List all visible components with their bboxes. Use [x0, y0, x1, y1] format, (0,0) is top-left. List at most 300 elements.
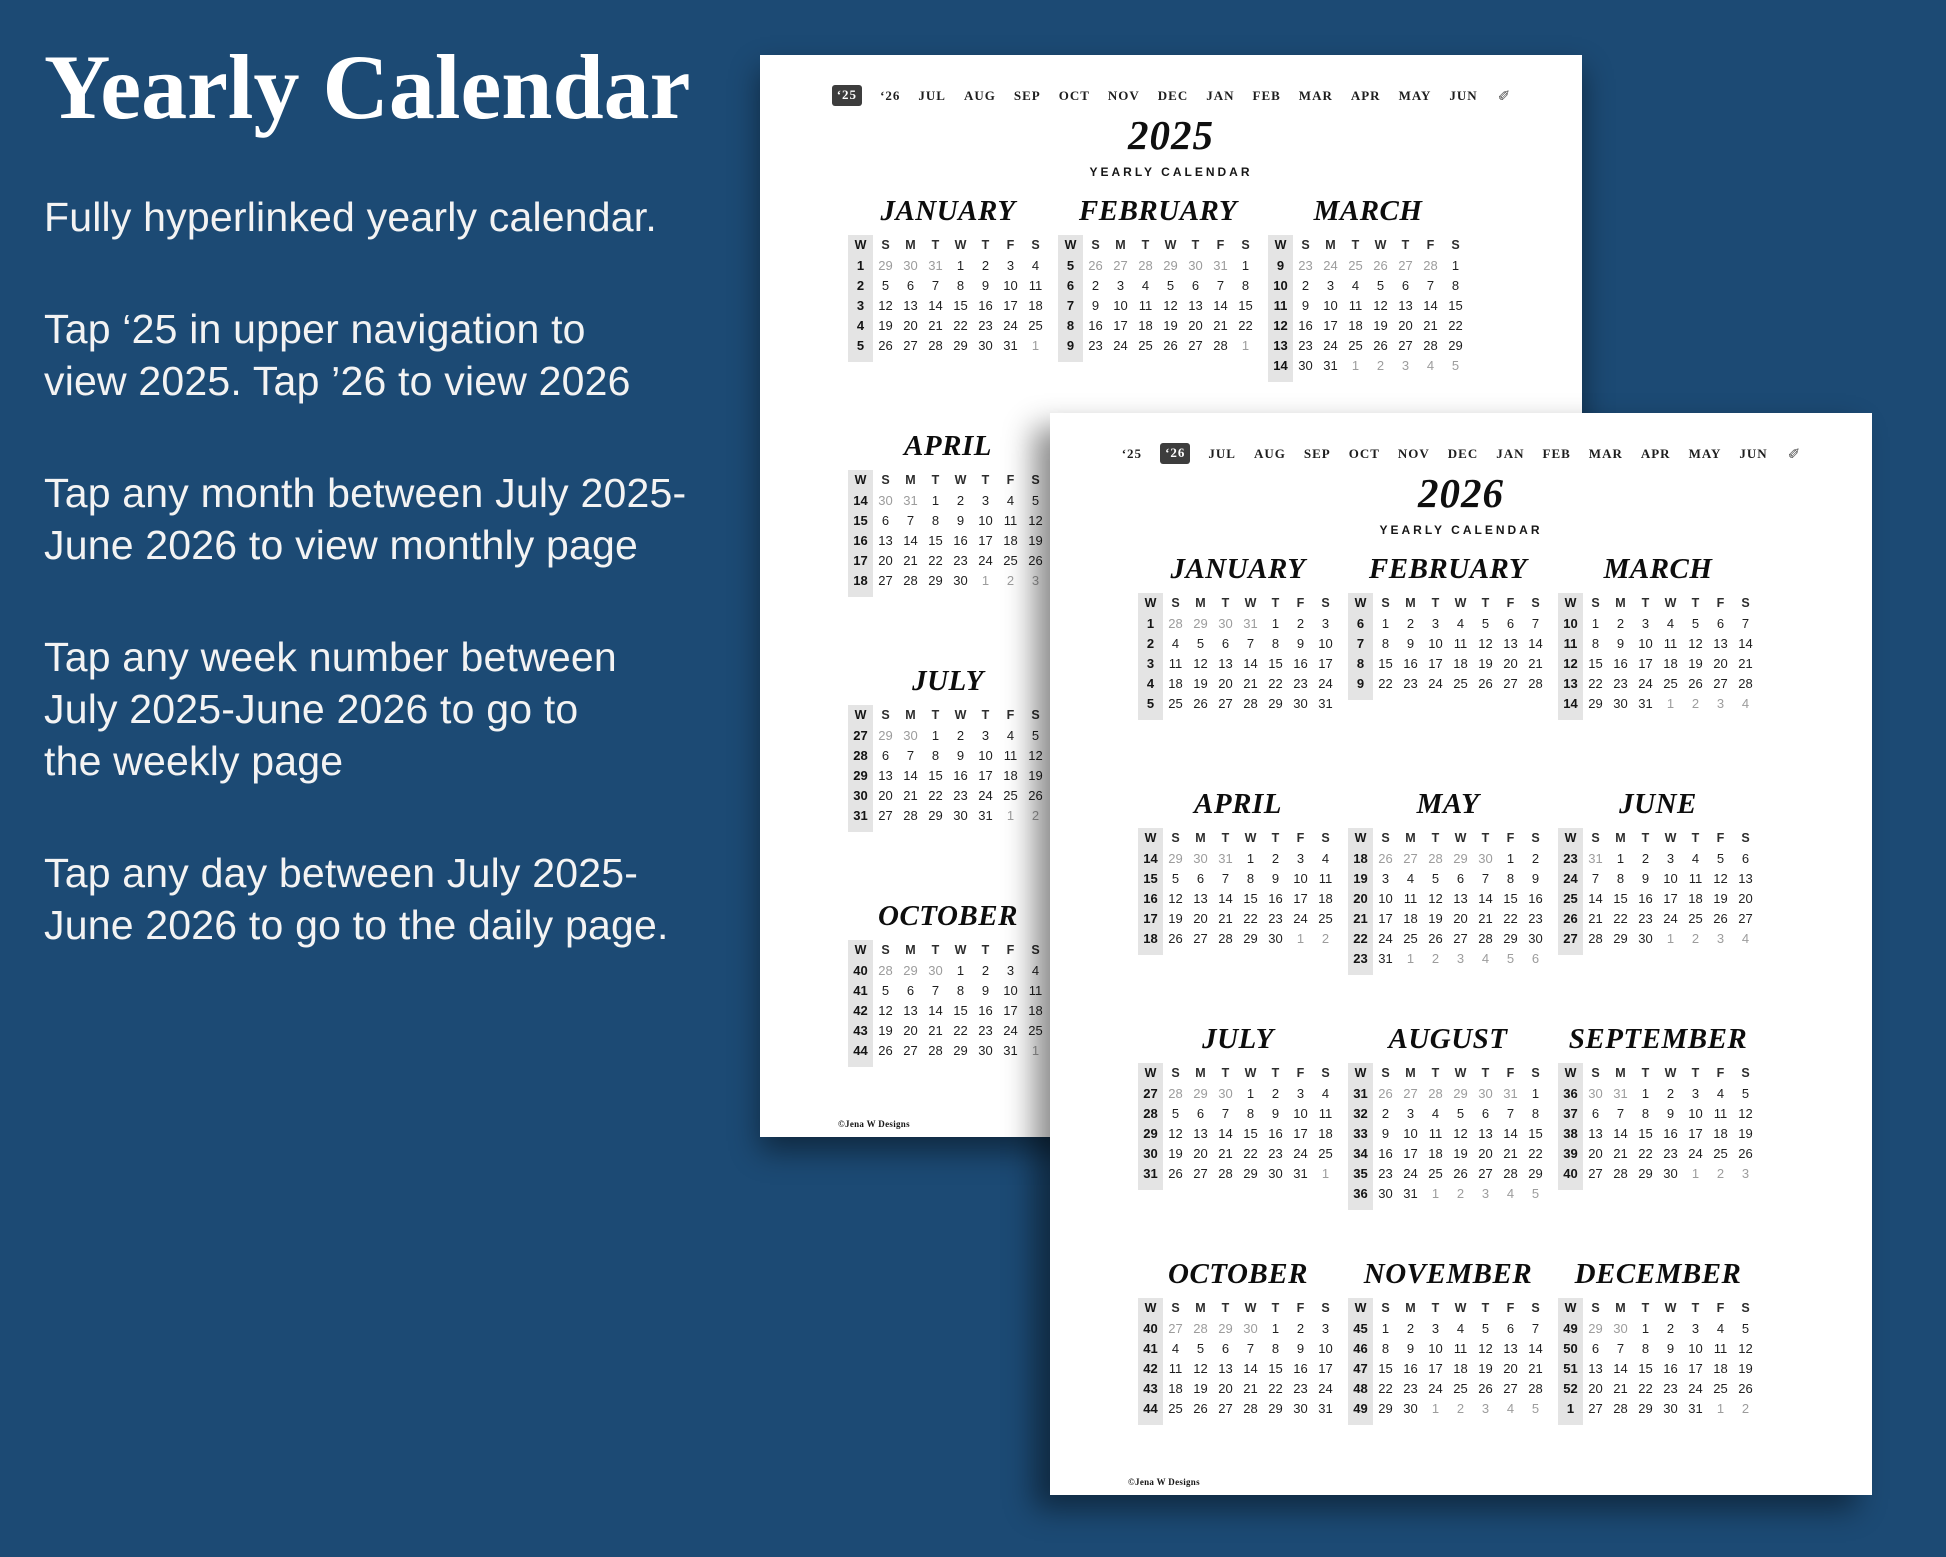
- day-cell[interactable]: 2: [956, 492, 965, 508]
- day-cell[interactable]: 6: [1196, 870, 1205, 886]
- day-cell[interactable]: 7: [906, 512, 915, 528]
- day-cell[interactable]: 29: [1193, 1085, 1208, 1101]
- month-title-link[interactable]: MARCH: [1603, 553, 1713, 585]
- week-number-link[interactable]: 15: [853, 512, 868, 528]
- day-cell[interactable]: 27: [1188, 337, 1203, 353]
- day-cell[interactable]: 2: [956, 727, 965, 743]
- day-cell[interactable]: 17: [978, 532, 993, 548]
- month-title-link[interactable]: SEPTEMBER: [1568, 1023, 1748, 1055]
- nav-month-mar[interactable]: MAR: [1588, 445, 1623, 461]
- day-cell[interactable]: 18: [1318, 1125, 1333, 1141]
- month-title-link[interactable]: JANUARY: [880, 195, 1016, 227]
- day-cell[interactable]: 5: [1376, 277, 1385, 293]
- day-cell[interactable]: 28: [1428, 850, 1443, 866]
- day-cell[interactable]: 17: [1003, 1002, 1018, 1018]
- day-cell[interactable]: 20: [1218, 675, 1233, 691]
- week-number-link[interactable]: 20: [1353, 890, 1368, 906]
- day-cell[interactable]: 24: [1293, 910, 1308, 926]
- day-cell[interactable]: 17: [1378, 910, 1393, 926]
- day-cell[interactable]: 26: [1688, 675, 1703, 691]
- day-cell[interactable]: 6: [1456, 870, 1465, 886]
- day-cell[interactable]: 16: [1298, 317, 1313, 333]
- day-cell[interactable]: 28: [1168, 615, 1183, 631]
- day-cell[interactable]: 29: [1268, 695, 1283, 711]
- day-cell[interactable]: 8: [931, 512, 940, 528]
- day-cell[interactable]: 11: [1348, 297, 1363, 313]
- pencil-icon[interactable]: ✐: [1497, 86, 1511, 105]
- day-cell[interactable]: 1: [981, 572, 990, 588]
- week-number-link[interactable]: 45: [1353, 1320, 1368, 1336]
- day-cell[interactable]: 23: [953, 787, 968, 803]
- day-cell[interactable]: 8: [1641, 1105, 1650, 1121]
- week-number-link[interactable]: 18: [1353, 850, 1368, 866]
- day-cell[interactable]: 4: [1506, 1400, 1515, 1416]
- week-number-link[interactable]: 2: [856, 277, 865, 293]
- day-cell[interactable]: 3: [1116, 277, 1125, 293]
- day-cell[interactable]: 2: [1456, 1185, 1465, 1201]
- day-cell[interactable]: 10: [1323, 297, 1338, 313]
- day-cell[interactable]: 13: [878, 532, 893, 548]
- day-cell[interactable]: 15: [1588, 655, 1603, 671]
- day-cell[interactable]: 6: [1506, 615, 1515, 631]
- day-cell[interactable]: 24: [978, 787, 993, 803]
- day-cell[interactable]: 1: [956, 962, 965, 978]
- day-cell[interactable]: 17: [1293, 890, 1308, 906]
- day-cell[interactable]: 4: [1716, 1320, 1725, 1336]
- day-cell[interactable]: 12: [1193, 655, 1208, 671]
- day-cell[interactable]: 9: [1271, 870, 1280, 886]
- day-cell[interactable]: 9: [1406, 1340, 1415, 1356]
- day-cell[interactable]: 20: [1503, 1360, 1518, 1376]
- week-number-link[interactable]: 12: [1273, 317, 1288, 333]
- day-cell[interactable]: 6: [1741, 850, 1750, 866]
- nav-month-jun[interactable]: JUN: [1739, 445, 1768, 461]
- day-cell[interactable]: 7: [1616, 1105, 1625, 1121]
- day-cell[interactable]: 13: [1503, 635, 1518, 651]
- day-cell[interactable]: 31: [978, 807, 993, 823]
- nav-month-sep[interactable]: SEP: [1013, 87, 1041, 103]
- day-cell[interactable]: 26: [878, 1042, 893, 1058]
- day-cell[interactable]: 18: [1403, 910, 1418, 926]
- week-number-link[interactable]: 44: [1143, 1400, 1158, 1416]
- day-cell[interactable]: 22: [1378, 675, 1393, 691]
- day-cell[interactable]: 12: [1738, 1340, 1753, 1356]
- day-cell[interactable]: 4: [1481, 950, 1490, 966]
- day-cell[interactable]: 23: [1663, 1380, 1678, 1396]
- day-cell[interactable]: 30: [1293, 1400, 1308, 1416]
- day-cell[interactable]: 1: [1506, 850, 1515, 866]
- day-cell[interactable]: 12: [1738, 1105, 1753, 1121]
- day-cell[interactable]: 13: [1713, 635, 1728, 651]
- day-cell[interactable]: 21: [1588, 910, 1603, 926]
- nav-month-jun[interactable]: JUN: [1449, 87, 1478, 103]
- day-cell[interactable]: 27: [1503, 1380, 1518, 1396]
- day-cell[interactable]: 9: [1666, 1105, 1675, 1121]
- week-number-link[interactable]: 35: [1353, 1165, 1368, 1181]
- day-cell[interactable]: 3: [1006, 257, 1015, 273]
- day-cell[interactable]: 31: [1403, 1185, 1418, 1201]
- day-cell[interactable]: 16: [1268, 890, 1283, 906]
- day-cell[interactable]: 1: [1246, 850, 1255, 866]
- week-number-link[interactable]: 6: [1066, 277, 1075, 293]
- week-number-link[interactable]: 42: [853, 1002, 868, 1018]
- week-number-link[interactable]: 50: [1563, 1340, 1578, 1356]
- day-cell[interactable]: 24: [1403, 1165, 1418, 1181]
- day-cell[interactable]: 30: [1663, 1165, 1678, 1181]
- day-cell[interactable]: 27: [1588, 1400, 1603, 1416]
- day-cell[interactable]: 9: [1616, 635, 1625, 651]
- day-cell[interactable]: 26: [1738, 1145, 1753, 1161]
- day-cell[interactable]: 20: [1193, 910, 1208, 926]
- day-cell[interactable]: 14: [1503, 1125, 1518, 1141]
- day-cell[interactable]: 4: [1031, 962, 1040, 978]
- day-cell[interactable]: 30: [1478, 1085, 1493, 1101]
- day-cell[interactable]: 29: [1588, 1320, 1603, 1336]
- week-number-link[interactable]: 5: [1146, 695, 1155, 711]
- day-cell[interactable]: 23: [953, 552, 968, 568]
- week-number-link[interactable]: 11: [1563, 635, 1578, 651]
- week-number-link[interactable]: 49: [1563, 1320, 1578, 1336]
- day-cell[interactable]: 28: [1528, 675, 1543, 691]
- day-cell[interactable]: 29: [903, 962, 918, 978]
- day-cell[interactable]: 31: [1318, 695, 1333, 711]
- day-cell[interactable]: 17: [1293, 1125, 1308, 1141]
- day-cell[interactable]: 3: [1456, 950, 1465, 966]
- day-cell[interactable]: 5: [1456, 1105, 1465, 1121]
- day-cell[interactable]: 26: [1193, 695, 1208, 711]
- day-cell[interactable]: 13: [1398, 297, 1413, 313]
- nav-year-tab-25[interactable]: ‘25: [1121, 445, 1143, 461]
- day-cell[interactable]: 30: [1478, 850, 1493, 866]
- day-cell[interactable]: 10: [1318, 1340, 1333, 1356]
- day-cell[interactable]: 9: [981, 982, 990, 998]
- day-cell[interactable]: 6: [1481, 1105, 1490, 1121]
- week-number-link[interactable]: 16: [1143, 890, 1158, 906]
- day-cell[interactable]: 1: [1241, 257, 1250, 273]
- day-cell[interactable]: 20: [1588, 1380, 1603, 1396]
- day-cell[interactable]: 1: [1381, 1320, 1390, 1336]
- day-cell[interactable]: 1: [1666, 930, 1675, 946]
- day-cell[interactable]: 15: [1238, 297, 1253, 313]
- day-cell[interactable]: 2: [1406, 1320, 1415, 1336]
- day-cell[interactable]: 12: [1163, 297, 1178, 313]
- week-number-link[interactable]: 17: [853, 552, 868, 568]
- day-cell[interactable]: 5: [1506, 950, 1515, 966]
- day-cell[interactable]: 9: [1296, 635, 1305, 651]
- day-cell[interactable]: 2: [1296, 615, 1305, 631]
- day-cell[interactable]: 11: [1428, 1125, 1443, 1141]
- day-cell[interactable]: 5: [1171, 1105, 1180, 1121]
- day-cell[interactable]: 30: [1268, 1165, 1283, 1181]
- day-cell[interactable]: 1: [1431, 1400, 1440, 1416]
- day-cell[interactable]: 25: [1663, 675, 1678, 691]
- day-cell[interactable]: 20: [1713, 655, 1728, 671]
- week-number-link[interactable]: 30: [1143, 1145, 1158, 1161]
- week-number-link[interactable]: 27: [1143, 1085, 1158, 1101]
- day-cell[interactable]: 23: [1293, 675, 1308, 691]
- week-number-link[interactable]: 5: [1066, 257, 1075, 273]
- day-cell[interactable]: 5: [1196, 635, 1205, 651]
- week-number-link[interactable]: 26: [1563, 910, 1578, 926]
- day-cell[interactable]: 9: [956, 747, 965, 763]
- nav-month-dec[interactable]: DEC: [1447, 445, 1479, 461]
- week-number-link[interactable]: 48: [1353, 1380, 1368, 1396]
- day-cell[interactable]: 6: [1221, 1340, 1230, 1356]
- day-cell[interactable]: 10: [1403, 1125, 1418, 1141]
- day-cell[interactable]: 12: [1713, 870, 1728, 886]
- day-cell[interactable]: 2: [1741, 1400, 1750, 1416]
- day-cell[interactable]: 12: [878, 297, 893, 313]
- day-cell[interactable]: 3: [981, 492, 990, 508]
- week-number-link[interactable]: 1: [1146, 615, 1155, 631]
- day-cell[interactable]: 3: [1321, 615, 1330, 631]
- nav-year-tab-26[interactable]: ‘26: [880, 87, 901, 103]
- day-cell[interactable]: 31: [1218, 850, 1233, 866]
- day-cell[interactable]: 1: [1616, 850, 1625, 866]
- day-cell[interactable]: 8: [1381, 635, 1390, 651]
- day-cell[interactable]: 6: [1196, 1105, 1205, 1121]
- nav-year-tab-25[interactable]: ‘25: [832, 85, 862, 106]
- day-cell[interactable]: 4: [1351, 277, 1360, 293]
- day-cell[interactable]: 31: [1318, 1400, 1333, 1416]
- day-cell[interactable]: 30: [1218, 1085, 1233, 1101]
- day-cell[interactable]: 9: [1381, 1125, 1390, 1141]
- week-number-link[interactable]: 27: [853, 727, 868, 743]
- day-cell[interactable]: 27: [903, 1042, 918, 1058]
- day-cell[interactable]: 6: [1401, 277, 1410, 293]
- week-number-link[interactable]: 8: [1066, 317, 1075, 333]
- month-title-link[interactable]: FEBRUARY: [1368, 553, 1528, 585]
- day-cell[interactable]: 4: [1321, 1085, 1330, 1101]
- day-cell[interactable]: 2: [1456, 1400, 1465, 1416]
- day-cell[interactable]: 27: [1398, 257, 1413, 273]
- week-number-link[interactable]: 13: [1273, 337, 1288, 353]
- day-cell[interactable]: 4: [1426, 357, 1435, 373]
- day-cell[interactable]: 30: [1188, 257, 1203, 273]
- day-cell[interactable]: 13: [1588, 1125, 1603, 1141]
- day-cell[interactable]: 5: [1451, 357, 1460, 373]
- day-cell[interactable]: 4: [1321, 850, 1330, 866]
- day-cell[interactable]: 26: [878, 337, 893, 353]
- day-cell[interactable]: 22: [928, 552, 943, 568]
- day-cell[interactable]: 31: [1213, 257, 1228, 273]
- day-cell[interactable]: 4: [1171, 635, 1180, 651]
- day-cell[interactable]: 14: [1613, 1360, 1628, 1376]
- day-cell[interactable]: 3: [1326, 277, 1335, 293]
- day-cell[interactable]: 12: [1688, 635, 1703, 651]
- day-cell[interactable]: 29: [1613, 930, 1628, 946]
- week-number-link[interactable]: 9: [1276, 257, 1285, 273]
- day-cell[interactable]: 22: [1528, 1145, 1543, 1161]
- day-cell[interactable]: 22: [953, 1022, 968, 1038]
- day-cell[interactable]: 11: [1003, 747, 1018, 763]
- day-cell[interactable]: 9: [981, 277, 990, 293]
- day-cell[interactable]: 29: [1453, 850, 1468, 866]
- day-cell[interactable]: 16: [978, 297, 993, 313]
- day-cell[interactable]: 2: [1666, 1320, 1675, 1336]
- day-cell[interactable]: 5: [1716, 850, 1725, 866]
- day-cell[interactable]: 17: [1688, 1360, 1703, 1376]
- day-cell[interactable]: 30: [928, 962, 943, 978]
- day-cell[interactable]: 15: [1503, 890, 1518, 906]
- week-number-link[interactable]: 18: [853, 572, 868, 588]
- day-cell[interactable]: 1: [1006, 807, 1015, 823]
- day-cell[interactable]: 4: [1456, 615, 1465, 631]
- day-cell[interactable]: 7: [1221, 1105, 1230, 1121]
- day-cell[interactable]: 27: [1113, 257, 1128, 273]
- day-cell[interactable]: 27: [1398, 337, 1413, 353]
- day-cell[interactable]: 22: [1268, 1380, 1283, 1396]
- day-cell[interactable]: 22: [1238, 317, 1253, 333]
- week-number-link[interactable]: 37: [1563, 1105, 1578, 1121]
- day-cell[interactable]: 19: [1163, 317, 1178, 333]
- day-cell[interactable]: 22: [1638, 1145, 1653, 1161]
- day-cell[interactable]: 14: [1528, 1340, 1543, 1356]
- nav-month-aug[interactable]: AUG: [963, 87, 996, 103]
- day-cell[interactable]: 29: [1163, 257, 1178, 273]
- day-cell[interactable]: 1: [1296, 930, 1305, 946]
- day-cell[interactable]: 17: [1688, 1125, 1703, 1141]
- day-cell[interactable]: 29: [878, 257, 893, 273]
- day-cell[interactable]: 3: [1481, 1185, 1490, 1201]
- day-cell[interactable]: 17: [1428, 655, 1443, 671]
- week-number-link[interactable]: 7: [1066, 297, 1075, 313]
- day-cell[interactable]: 4: [1406, 870, 1415, 886]
- day-cell[interactable]: 2: [1296, 1320, 1305, 1336]
- day-cell[interactable]: 8: [956, 982, 965, 998]
- day-cell[interactable]: 2: [1031, 807, 1040, 823]
- day-cell[interactable]: 18: [1138, 317, 1153, 333]
- day-cell[interactable]: 14: [1528, 635, 1543, 651]
- day-cell[interactable]: 30: [978, 337, 993, 353]
- day-cell[interactable]: 31: [1003, 337, 1018, 353]
- nav-month-dec[interactable]: DEC: [1157, 87, 1189, 103]
- day-cell[interactable]: 30: [1218, 615, 1233, 631]
- day-cell[interactable]: 15: [1528, 1125, 1543, 1141]
- day-cell[interactable]: 25: [1028, 317, 1043, 333]
- day-cell[interactable]: 25: [1003, 787, 1018, 803]
- day-cell[interactable]: 21: [903, 552, 918, 568]
- day-cell[interactable]: 17: [978, 767, 993, 783]
- day-cell[interactable]: 3: [1401, 357, 1410, 373]
- day-cell[interactable]: 18: [1318, 890, 1333, 906]
- day-cell[interactable]: 30: [1613, 695, 1628, 711]
- day-cell[interactable]: 14: [1218, 890, 1233, 906]
- day-cell[interactable]: 28: [1243, 695, 1258, 711]
- day-cell[interactable]: 7: [931, 982, 940, 998]
- day-cell[interactable]: 28: [1243, 1400, 1258, 1416]
- day-cell[interactable]: 20: [1478, 1145, 1493, 1161]
- day-cell[interactable]: 1: [1591, 615, 1600, 631]
- day-cell[interactable]: 26: [1428, 930, 1443, 946]
- day-cell[interactable]: 29: [1453, 1085, 1468, 1101]
- day-cell[interactable]: 31: [1243, 615, 1258, 631]
- day-cell[interactable]: 29: [1528, 1165, 1543, 1181]
- day-cell[interactable]: 29: [1638, 1400, 1653, 1416]
- day-cell[interactable]: 5: [1741, 1320, 1750, 1336]
- day-cell[interactable]: 28: [1423, 337, 1438, 353]
- week-number-link[interactable]: 13: [1563, 675, 1578, 691]
- week-number-link[interactable]: 3: [856, 297, 865, 313]
- week-number-link[interactable]: 29: [1143, 1125, 1158, 1141]
- day-cell[interactable]: 1: [1716, 1400, 1725, 1416]
- day-cell[interactable]: 28: [1138, 257, 1153, 273]
- day-cell[interactable]: 14: [1218, 1125, 1233, 1141]
- day-cell[interactable]: 25: [1168, 1400, 1183, 1416]
- month-title-link[interactable]: JANUARY: [1170, 553, 1306, 585]
- day-cell[interactable]: 1: [1431, 1185, 1440, 1201]
- nav-month-sep[interactable]: SEP: [1303, 445, 1331, 461]
- day-cell[interactable]: 5: [1531, 1185, 1540, 1201]
- day-cell[interactable]: 24: [1318, 1380, 1333, 1396]
- day-cell[interactable]: 1: [1246, 1085, 1255, 1101]
- day-cell[interactable]: 6: [881, 512, 890, 528]
- week-number-link[interactable]: 32: [1353, 1105, 1368, 1121]
- day-cell[interactable]: 3: [1716, 930, 1725, 946]
- day-cell[interactable]: 25: [1453, 1380, 1468, 1396]
- week-number-link[interactable]: 7: [1356, 635, 1365, 651]
- day-cell[interactable]: 26: [1713, 910, 1728, 926]
- day-cell[interactable]: 30: [1528, 930, 1543, 946]
- day-cell[interactable]: 19: [1738, 1125, 1753, 1141]
- day-cell[interactable]: 21: [1478, 910, 1493, 926]
- day-cell[interactable]: 6: [1591, 1340, 1600, 1356]
- day-cell[interactable]: 10: [978, 512, 993, 528]
- day-cell[interactable]: 7: [1531, 615, 1540, 631]
- day-cell[interactable]: 25: [1348, 337, 1363, 353]
- day-cell[interactable]: 5: [1691, 615, 1700, 631]
- day-cell[interactable]: 17: [1323, 317, 1338, 333]
- day-cell[interactable]: 30: [1663, 1400, 1678, 1416]
- day-cell[interactable]: 7: [1616, 1340, 1625, 1356]
- day-cell[interactable]: 13: [1588, 1360, 1603, 1376]
- week-number-link[interactable]: 8: [1356, 655, 1365, 671]
- day-cell[interactable]: 24: [1688, 1380, 1703, 1396]
- day-cell[interactable]: 6: [906, 277, 915, 293]
- day-cell[interactable]: 28: [903, 572, 918, 588]
- day-cell[interactable]: 3: [1381, 870, 1390, 886]
- day-cell[interactable]: 26: [1378, 850, 1393, 866]
- day-cell[interactable]: 24: [1293, 1145, 1308, 1161]
- day-cell[interactable]: 20: [903, 1022, 918, 1038]
- day-cell[interactable]: 18: [1168, 675, 1183, 691]
- day-cell[interactable]: 1: [1271, 1320, 1280, 1336]
- week-number-link[interactable]: 11: [1273, 297, 1288, 313]
- day-cell[interactable]: 4: [1006, 492, 1015, 508]
- day-cell[interactable]: 10: [1318, 635, 1333, 651]
- day-cell[interactable]: 17: [1113, 317, 1128, 333]
- day-cell[interactable]: 21: [1738, 655, 1753, 671]
- day-cell[interactable]: 31: [1293, 1165, 1308, 1181]
- week-number-link[interactable]: 51: [1563, 1360, 1578, 1376]
- week-number-link[interactable]: 14: [1143, 850, 1158, 866]
- day-cell[interactable]: 17: [1638, 655, 1653, 671]
- day-cell[interactable]: 21: [928, 317, 943, 333]
- day-cell[interactable]: 2: [1006, 572, 1015, 588]
- day-cell[interactable]: 28: [1588, 930, 1603, 946]
- day-cell[interactable]: 12: [1428, 890, 1443, 906]
- day-cell[interactable]: 8: [1246, 1105, 1255, 1121]
- day-cell[interactable]: 16: [1663, 1360, 1678, 1376]
- day-cell[interactable]: 31: [1323, 357, 1338, 373]
- day-cell[interactable]: 30: [878, 492, 893, 508]
- day-cell[interactable]: 22: [1448, 317, 1463, 333]
- day-cell[interactable]: 14: [1588, 890, 1603, 906]
- day-cell[interactable]: 17: [1403, 1145, 1418, 1161]
- month-title-link[interactable]: JULY: [1202, 1023, 1274, 1055]
- week-number-link[interactable]: 36: [1563, 1085, 1578, 1101]
- day-cell[interactable]: 15: [1638, 1125, 1653, 1141]
